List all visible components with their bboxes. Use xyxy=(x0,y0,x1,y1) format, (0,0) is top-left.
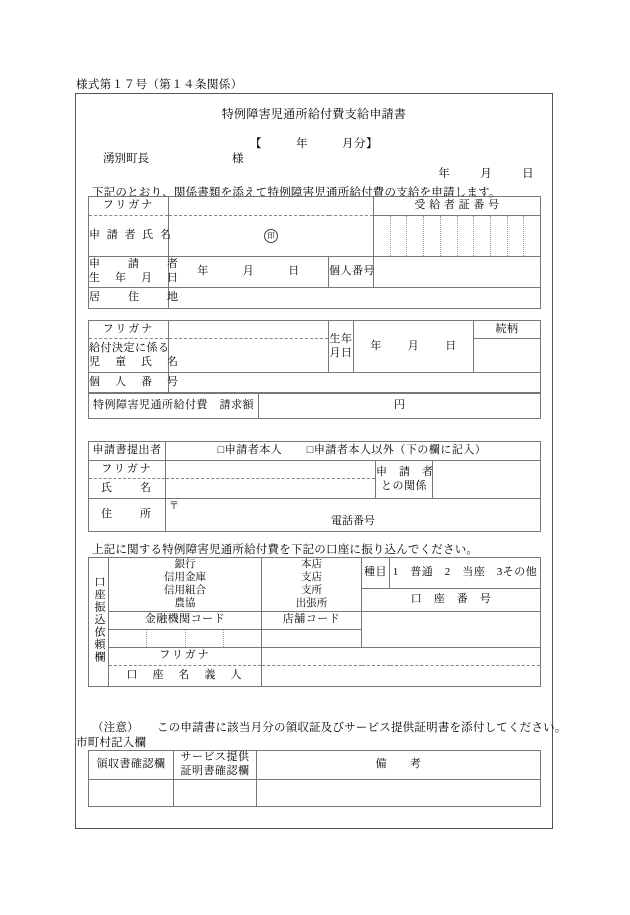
child-birth-label-line1: 生年 xyxy=(329,332,353,345)
submitter-relation-label-line1: 申 請 者 xyxy=(376,465,434,478)
applicant-table xyxy=(88,196,541,309)
receipt-check-input[interactable] xyxy=(89,780,174,807)
addressee: 湧別町長 xyxy=(103,153,149,165)
applicant-mynumber-input[interactable] xyxy=(374,257,541,288)
relation-label: 続柄 xyxy=(474,321,541,339)
account-type-label: 種目 xyxy=(362,558,390,589)
document-title: 特例障害児通所給付費支給申請書 xyxy=(221,107,407,121)
applicant-birth-label-line2: 生 年 月 日 xyxy=(89,272,180,284)
branch-type-shiten: 支店 xyxy=(301,572,322,584)
submitter-furigana-label: フリガナ xyxy=(89,461,166,479)
intro-sentence: 下記のとおり、関係書類を添えて特例障害児通所給付費の支給を申請します。 xyxy=(92,187,501,199)
bank-table xyxy=(88,557,541,687)
table-row xyxy=(89,647,541,665)
applicant-birth-year: 年 xyxy=(197,265,209,278)
child-birth-label-line2: 月日 xyxy=(329,346,353,359)
service-cert-check-input[interactable] xyxy=(174,780,257,807)
branch-type-honten: 本店 xyxy=(301,559,322,570)
table-row xyxy=(89,665,541,686)
table-row xyxy=(89,288,541,309)
note-prefix: （注意） xyxy=(92,722,139,734)
note-text: この申請書に該当月分の領収証及びサービス提供証明書を添付してください。 xyxy=(156,722,567,734)
submitter-relation-input[interactable] xyxy=(433,461,541,499)
institution-code-input[interactable] xyxy=(109,629,262,647)
table-row xyxy=(89,499,541,532)
child-name-input[interactable] xyxy=(169,339,329,373)
form-number: 様式第１７号（第１４条関係） xyxy=(76,79,243,91)
remarks-label: 備 考 xyxy=(257,751,541,780)
applicant-birth-label xyxy=(89,257,180,288)
claim-amount-unit: 円 xyxy=(394,398,405,411)
phone-number-label: 電話番号 xyxy=(331,515,376,528)
child-furigana-label: フリガナ xyxy=(89,321,169,339)
child-table xyxy=(88,320,541,394)
branch-name-input[interactable] xyxy=(262,558,362,612)
institution-type-nokyo: 農協 xyxy=(174,598,196,610)
applicant-birth-input[interactable] xyxy=(169,257,329,288)
branch-code-label: 店舗コード xyxy=(262,611,362,629)
child-name-label-line2: 児 童 氏 名 xyxy=(89,355,180,368)
table-row xyxy=(89,197,541,216)
checkbox-self[interactable]: □申請者本人 xyxy=(217,444,283,457)
bank-vertical-label-cell xyxy=(89,558,109,687)
relation-input[interactable] xyxy=(474,339,541,373)
date-day-label: 日 xyxy=(522,168,534,180)
remarks-input[interactable] xyxy=(257,780,541,807)
branch-code-input[interactable] xyxy=(262,629,362,647)
table-row xyxy=(89,393,541,419)
receipt-check-label: 領収書確認欄 xyxy=(89,751,174,780)
bank-instruction: 上記に関する特例障害児通所給付費を下記の口座に振り込んでください。 xyxy=(92,544,479,556)
account-number-label: 口 座 番 号 xyxy=(362,589,541,611)
child-birth-label xyxy=(329,321,354,373)
child-name-label xyxy=(89,339,180,373)
addressee-honorific: 様 xyxy=(232,153,244,165)
account-number-input[interactable] xyxy=(362,611,541,647)
child-mynumber-input[interactable] xyxy=(169,373,541,394)
child-name-label-line1: 給付決定に係る xyxy=(89,341,170,354)
account-type-options[interactable]: 1 普通 2 当座 3その他 xyxy=(390,558,541,589)
holder-name-input[interactable] xyxy=(262,665,541,686)
postal-mark-icon: 〒 xyxy=(169,501,179,512)
submitter-label: 申請書提出者 xyxy=(89,442,166,461)
branch-type-shuccho: 出張所 xyxy=(295,598,328,610)
bank-vertical-label: 口座振込依頼欄 xyxy=(93,575,105,664)
table-row xyxy=(89,257,541,288)
submitter-furigana-input[interactable] xyxy=(166,461,376,479)
holder-name-label: 口 座 名 義 人 xyxy=(109,665,262,686)
applicant-name-input[interactable] xyxy=(169,216,374,257)
applicant-name-label: 申 請 者 氏 名 xyxy=(89,216,169,257)
seal-icon: 印 xyxy=(264,229,278,243)
submitter-relation-label xyxy=(376,461,433,499)
institution-type-bank: 銀行 xyxy=(174,559,196,570)
municipality-table xyxy=(88,750,541,807)
submitter-checkbox-group xyxy=(166,442,541,461)
submitter-table xyxy=(88,441,541,532)
submitter-name-input[interactable] xyxy=(166,479,376,499)
branch-type-shisho: 支所 xyxy=(301,585,322,597)
period-open-bracket: 【 xyxy=(250,138,262,150)
table-row xyxy=(89,461,541,479)
holder-furigana-label: フリガナ xyxy=(109,647,262,665)
date-month-label: 月 xyxy=(480,168,493,180)
submitter-address-input[interactable] xyxy=(166,499,541,532)
recipient-number-cellgrid xyxy=(374,216,540,256)
child-birth-day: 日 xyxy=(445,339,457,352)
table-row xyxy=(89,339,541,373)
institution-name-input[interactable] xyxy=(109,558,262,612)
applicant-mynumber-label: 個人番号 xyxy=(329,257,374,288)
period-month-label: 月分】 xyxy=(342,138,378,150)
applicant-furigana-input[interactable] xyxy=(169,197,374,216)
table-row xyxy=(89,780,541,807)
institution-type-shinkin: 信用金庫 xyxy=(164,572,206,584)
service-cert-check-label xyxy=(174,751,257,780)
institution-type-shinkumi: 信用組合 xyxy=(164,585,206,597)
residence-label: 居 住 地 xyxy=(89,288,169,309)
table-row xyxy=(89,611,541,629)
table-row xyxy=(89,558,541,589)
table-row xyxy=(89,216,541,257)
municipality-section-label: 市町村記入欄 xyxy=(76,737,147,749)
recipient-number-input[interactable] xyxy=(374,216,541,257)
note-line xyxy=(92,719,566,735)
institution-code-cellgrid xyxy=(109,630,261,647)
child-furigana-input[interactable] xyxy=(169,321,329,339)
period-year-label: 年 xyxy=(296,138,308,150)
submitter-name-label: 氏 名 xyxy=(89,479,166,499)
service-cert-label-line2: 証明書確認欄 xyxy=(180,765,250,777)
child-mynumber-label: 個 人 番 号 xyxy=(89,373,169,394)
child-birth-input[interactable] xyxy=(354,321,474,373)
claim-amount-input[interactable] xyxy=(259,393,541,419)
table-row xyxy=(89,321,541,339)
date-year-label: 年 xyxy=(438,168,451,180)
table-row xyxy=(89,373,541,394)
service-cert-label-line1: サービス提供 xyxy=(180,751,250,764)
applicant-birth-day: 日 xyxy=(288,265,300,278)
checkbox-other[interactable]: □申請者本人以外（下の欄に記入） xyxy=(306,444,487,457)
submitter-address-label: 住 所 xyxy=(89,499,166,532)
period-line xyxy=(76,135,552,151)
submission-date-line xyxy=(438,165,534,181)
table-row xyxy=(89,442,541,461)
claim-amount-label: 特例障害児通所給付費 請求額 xyxy=(89,393,259,419)
table-row xyxy=(89,751,541,780)
applicant-birth-month: 月 xyxy=(242,265,255,278)
child-birth-month: 月 xyxy=(407,339,420,352)
submitter-relation-label-line2: との関係 xyxy=(381,479,427,492)
applicant-furigana-label: フリガナ xyxy=(89,197,169,216)
institution-code-label: 金融機関コード xyxy=(109,611,262,629)
residence-input[interactable] xyxy=(169,288,541,309)
claim-table xyxy=(88,392,541,419)
child-birth-year: 年 xyxy=(370,339,382,352)
applicant-birth-label-line1: 申 請 者 xyxy=(89,258,180,271)
holder-furigana-input[interactable] xyxy=(262,647,541,665)
recipient-number-label: 受 給 者 証 番 号 xyxy=(374,197,541,216)
